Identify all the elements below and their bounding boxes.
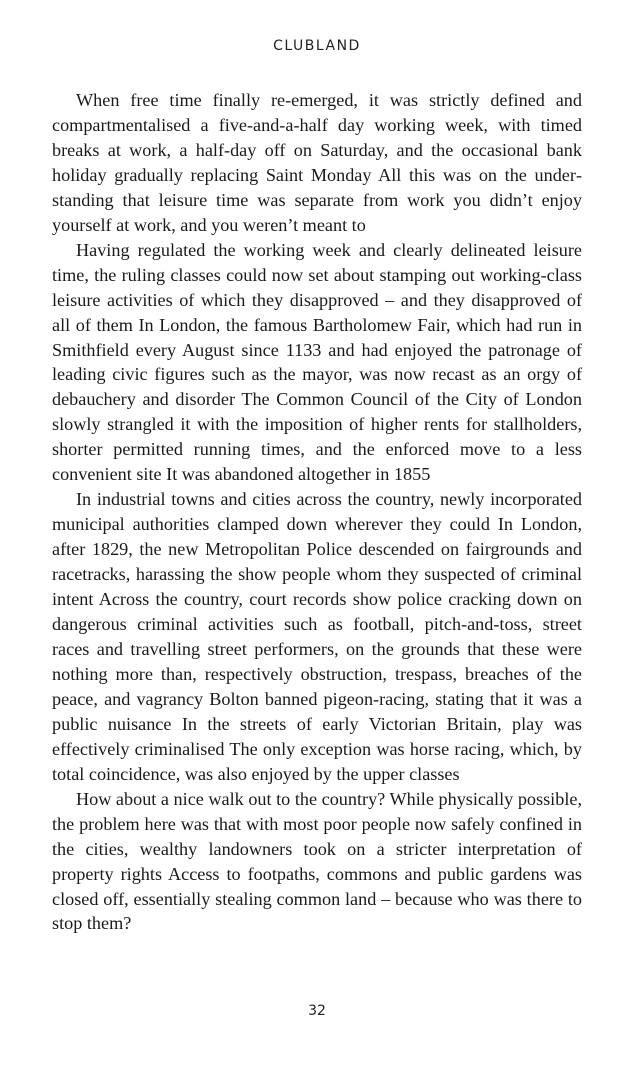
page-number: 32 xyxy=(308,1003,326,1019)
paragraph-4: How about a nice walk out to the country? While physically possible, the problem here was that with most poor people now safely confined in the cities, wealthy landowners took on a stricter interpretation of property rights Access to footpaths, commons and public gardens was closed off, essentially stealing common land – because who was there to stop them? xyxy=(52,788,582,934)
paragraph-3: In industrial towns and cities across the country, newly incorporated municipal authorities clamped down wherever they could In London, after 1829, the new Metropolitan Police descended on fairgrounds and racetracks, harassing the show people whom they suspected of criminal intent Across the country, court records show police cracking down on dangerous criminal activities such as football, pitch-and-toss, street races and travelling street performers, on the grounds that these were nothing more than, respectively obstruction, trespass, breaches of the peace, and vagrancy Bolton banned pigeon-racing, stating that it was a public nuisance In the streets of early Victorian Britain, play was effectively criminalised The only exception was horse racing, which, by total coincidence, was also enjoyed by the upper classes xyxy=(52,489,582,784)
body-text xyxy=(52,88,582,936)
running-head: CLUBLAND xyxy=(273,38,361,54)
paragraph-2: Having regulated the working week and clearly delineated leisure time, the ruling classes could now set about stamping out working-class leisure activities of which they disapproved – and they disapproved of all of them In London, the famous Bartholomew Fair, which had run in Smithfield every August since 1133 and had enjoyed the patronage of leading civic figures such as the mayor, was now recast as an orgy of debauchery and disorder The Common Council of the City of London slowly strangled it with the imposition of higher rents for stallholders, shorter permitted running times, and the enforced move to a less convenient site It was abandoned altogether in 1855 xyxy=(52,239,582,485)
paragraph-1: When free time finally re-emerged, it was strictly defined and compartmentalised a five-and-a-half day working week, with timed breaks at work, a half-day off on Saturday, and the occasional bank holiday gradually replacing Saint Monday All this was on the understanding that leisure time was separate from work you didn’t enjoy yourself at work, and you weren’t meant to xyxy=(52,90,582,235)
